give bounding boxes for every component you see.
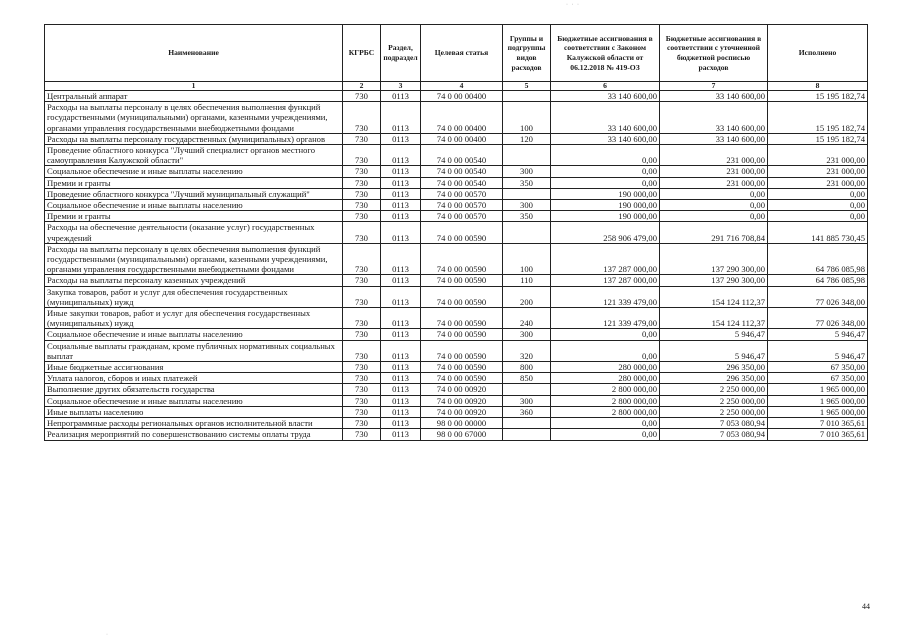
- row-zakon: 137 287 000,00: [551, 275, 660, 286]
- row-kgrbs: 730: [343, 188, 381, 199]
- row-name: Иные закупки товаров, работ и услуг для обеспечения государственных (муниципальных) нужд: [45, 308, 343, 329]
- row-kgrbs: 730: [343, 91, 381, 102]
- column-number-row: [45, 82, 868, 91]
- row-statya: 74 0 00 00570: [421, 200, 503, 211]
- row-ispolneno: 0,00: [768, 211, 868, 222]
- row-name: Уплата налогов, сборов и иных платежей: [45, 373, 343, 384]
- row-vid: 300: [503, 329, 551, 340]
- row-kgrbs: 730: [343, 406, 381, 417]
- table-row: [45, 102, 868, 134]
- table-row: [45, 145, 868, 166]
- row-ispolneno: 1 965 000,00: [768, 395, 868, 406]
- row-vid: 110: [503, 275, 551, 286]
- row-razdel: 0113: [381, 211, 421, 222]
- table-row: [45, 329, 868, 340]
- row-rospis: 231 000,00: [660, 177, 768, 188]
- budget-table: [44, 24, 868, 441]
- row-name: Расходы на выплаты персоналу государственных (муниципальных) органов: [45, 133, 343, 144]
- header-ispolneno: Исполнено: [768, 25, 868, 82]
- row-ispolneno: 64 786 085,98: [768, 275, 868, 286]
- row-ispolneno: 67 350,00: [768, 362, 868, 373]
- row-kgrbs: 730: [343, 373, 381, 384]
- row-kgrbs: 730: [343, 429, 381, 440]
- row-kgrbs: 730: [343, 133, 381, 144]
- row-razdel: 0113: [381, 329, 421, 340]
- row-zakon: 121 339 479,00: [551, 308, 660, 329]
- row-name: Реализация мероприятий по совершенствованию системы оплаты труда: [45, 429, 343, 440]
- row-rospis: 5 946,47: [660, 329, 768, 340]
- row-zakon: 2 800 000,00: [551, 384, 660, 395]
- row-rospis: 33 140 600,00: [660, 133, 768, 144]
- row-razdel: 0113: [381, 406, 421, 417]
- row-name: Расходы на обеспечение деятельности (оказание услуг) государственных учреждений: [45, 222, 343, 243]
- row-statya: 74 0 00 00920: [421, 406, 503, 417]
- row-vid: 300: [503, 395, 551, 406]
- row-razdel: 0113: [381, 418, 421, 429]
- table-body: [45, 91, 868, 441]
- row-rospis: 7 053 080,94: [660, 429, 768, 440]
- header-statya: Целевая статья: [421, 25, 503, 82]
- table-row: [45, 243, 868, 275]
- row-statya: 74 0 00 00540: [421, 166, 503, 177]
- column-number: 2: [343, 82, 381, 91]
- row-zakon: 137 287 000,00: [551, 243, 660, 275]
- row-zakon: 33 140 600,00: [551, 102, 660, 134]
- table-row: [45, 340, 868, 361]
- row-name: Социальное обеспечение и иные выплаты населению: [45, 329, 343, 340]
- row-vid: 320: [503, 340, 551, 361]
- table-row: [45, 362, 868, 373]
- row-ispolneno: 15 195 182,74: [768, 133, 868, 144]
- page-number: 44: [862, 602, 870, 611]
- row-ispolneno: 67 350,00: [768, 373, 868, 384]
- row-statya: 74 0 00 00920: [421, 395, 503, 406]
- row-name: Иные бюджетные ассигнования: [45, 362, 343, 373]
- row-kgrbs: 730: [343, 340, 381, 361]
- table-row: [45, 275, 868, 286]
- row-razdel: 0113: [381, 188, 421, 199]
- column-number: 6: [551, 82, 660, 91]
- row-ispolneno: 231 000,00: [768, 145, 868, 166]
- row-statya: 74 0 00 00590: [421, 373, 503, 384]
- header-row: [45, 25, 868, 82]
- row-vid: [503, 91, 551, 102]
- row-zakon: 2 800 000,00: [551, 395, 660, 406]
- row-razdel: 0113: [381, 145, 421, 166]
- row-rospis: 2 250 000,00: [660, 406, 768, 417]
- row-razdel: 0113: [381, 340, 421, 361]
- table-row: [45, 406, 868, 417]
- row-statya: 74 0 00 00400: [421, 102, 503, 134]
- column-number: 8: [768, 82, 868, 91]
- row-rospis: 231 000,00: [660, 145, 768, 166]
- table-row: [45, 395, 868, 406]
- row-rospis: 0,00: [660, 211, 768, 222]
- row-zakon: 0,00: [551, 340, 660, 361]
- row-zakon: 258 906 479,00: [551, 222, 660, 243]
- column-number: 4: [421, 82, 503, 91]
- header-razdel: Раздел, подраздел: [381, 25, 421, 82]
- row-vid: 300: [503, 200, 551, 211]
- row-rospis: 154 124 112,37: [660, 308, 768, 329]
- row-vid: [503, 429, 551, 440]
- row-statya: 74 0 00 00590: [421, 340, 503, 361]
- column-number: 3: [381, 82, 421, 91]
- header-kgrbs: КГРБС: [343, 25, 381, 82]
- row-name: Социальные выплаты гражданам, кроме публичных нормативных социальных выплат: [45, 340, 343, 361]
- row-name: Расходы на выплаты персоналу казенных учреждений: [45, 275, 343, 286]
- row-vid: 800: [503, 362, 551, 373]
- row-rospis: 0,00: [660, 200, 768, 211]
- table-row: [45, 429, 868, 440]
- row-statya: 74 0 00 00400: [421, 133, 503, 144]
- row-ispolneno: 5 946,47: [768, 329, 868, 340]
- row-vid: 120: [503, 133, 551, 144]
- row-statya: 74 0 00 00590: [421, 308, 503, 329]
- row-kgrbs: 730: [343, 275, 381, 286]
- row-ispolneno: 15 195 182,74: [768, 102, 868, 134]
- table-row: [45, 200, 868, 211]
- row-zakon: 2 800 000,00: [551, 406, 660, 417]
- row-zakon: 0,00: [551, 429, 660, 440]
- row-name: Центральный аппарат: [45, 91, 343, 102]
- table-row: [45, 418, 868, 429]
- row-name: Выполнение других обязательств государства: [45, 384, 343, 395]
- row-vid: [503, 145, 551, 166]
- row-zakon: 280 000,00: [551, 373, 660, 384]
- row-ispolneno: 7 010 365,61: [768, 429, 868, 440]
- row-razdel: 0113: [381, 286, 421, 307]
- row-kgrbs: 730: [343, 166, 381, 177]
- table-row: [45, 308, 868, 329]
- row-vid: 240: [503, 308, 551, 329]
- row-vid: 100: [503, 243, 551, 275]
- table-row: [45, 373, 868, 384]
- row-ispolneno: 141 885 730,45: [768, 222, 868, 243]
- row-kgrbs: 730: [343, 286, 381, 307]
- row-razdel: 0113: [381, 395, 421, 406]
- row-razdel: 0113: [381, 133, 421, 144]
- row-rospis: 291 716 708,84: [660, 222, 768, 243]
- row-rospis: 33 140 600,00: [660, 91, 768, 102]
- row-kgrbs: 730: [343, 308, 381, 329]
- row-zakon: 0,00: [551, 177, 660, 188]
- row-vid: 850: [503, 373, 551, 384]
- bottom-scan-dots: ·: [106, 632, 108, 638]
- table-row: [45, 188, 868, 199]
- row-statya: 98 0 00 67000: [421, 429, 503, 440]
- row-zakon: 190 000,00: [551, 188, 660, 199]
- row-name: Проведение областного конкурса "Лучший муниципальный служащий": [45, 188, 343, 199]
- row-kgrbs: 730: [343, 222, 381, 243]
- row-kgrbs: 730: [343, 177, 381, 188]
- table-row: [45, 222, 868, 243]
- row-name: Расходы на выплаты персоналу в целях обеспечения выполнения функций государственными (муниципальными) органами, казенными учреждениями, органами управления государственными внебюджетными фондами: [45, 102, 343, 134]
- table-row: [45, 133, 868, 144]
- row-zakon: 0,00: [551, 329, 660, 340]
- column-number: 1: [45, 82, 343, 91]
- row-vid: 200: [503, 286, 551, 307]
- row-ispolneno: 1 965 000,00: [768, 406, 868, 417]
- row-kgrbs: 730: [343, 243, 381, 275]
- row-rospis: 137 290 300,00: [660, 275, 768, 286]
- top-scan-dots: · · ·: [566, 2, 580, 8]
- row-statya: 74 0 00 00540: [421, 177, 503, 188]
- row-zakon: 0,00: [551, 418, 660, 429]
- row-ispolneno: 0,00: [768, 200, 868, 211]
- row-rospis: 33 140 600,00: [660, 102, 768, 134]
- row-vid: [503, 418, 551, 429]
- row-name: Премии и гранты: [45, 211, 343, 222]
- row-name: Социальное обеспечение и иные выплаты населению: [45, 166, 343, 177]
- header-rospis: Бюджетные ассигнования в соответствии с уточненной бюджетной росписью расходов: [660, 25, 768, 82]
- row-statya: 74 0 00 00590: [421, 286, 503, 307]
- row-ispolneno: 231 000,00: [768, 177, 868, 188]
- row-rospis: 7 053 080,94: [660, 418, 768, 429]
- table-row: [45, 91, 868, 102]
- row-zakon: 190 000,00: [551, 211, 660, 222]
- budget-table-sheet: [44, 24, 867, 441]
- row-razdel: 0113: [381, 166, 421, 177]
- row-razdel: 0113: [381, 362, 421, 373]
- row-kgrbs: 730: [343, 200, 381, 211]
- row-razdel: 0113: [381, 243, 421, 275]
- row-vid: 360: [503, 406, 551, 417]
- row-vid: [503, 384, 551, 395]
- row-vid: [503, 188, 551, 199]
- header-zakon: Бюджетные ассигнования в соответствии с Законом Калужской области от 06.12.2018 № 419-ОЗ: [551, 25, 660, 82]
- row-name: Непрограммные расходы региональных органов исполнительной власти: [45, 418, 343, 429]
- row-rospis: 2 250 000,00: [660, 395, 768, 406]
- row-razdel: 0113: [381, 222, 421, 243]
- row-statya: 74 0 00 00540: [421, 145, 503, 166]
- row-rospis: 137 290 300,00: [660, 243, 768, 275]
- row-ispolneno: 7 010 365,61: [768, 418, 868, 429]
- row-kgrbs: 730: [343, 102, 381, 134]
- row-zakon: 0,00: [551, 166, 660, 177]
- row-zakon: 33 140 600,00: [551, 91, 660, 102]
- row-kgrbs: 730: [343, 418, 381, 429]
- row-zakon: 280 000,00: [551, 362, 660, 373]
- row-razdel: 0113: [381, 308, 421, 329]
- row-kgrbs: 730: [343, 329, 381, 340]
- row-name: Иные выплаты населению: [45, 406, 343, 417]
- column-number: 7: [660, 82, 768, 91]
- row-razdel: 0113: [381, 177, 421, 188]
- row-kgrbs: 730: [343, 395, 381, 406]
- table-row: [45, 286, 868, 307]
- row-vid: [503, 222, 551, 243]
- row-vid: 350: [503, 177, 551, 188]
- row-statya: 74 0 00 00590: [421, 243, 503, 275]
- row-kgrbs: 730: [343, 211, 381, 222]
- row-vid: 100: [503, 102, 551, 134]
- row-ispolneno: 5 946,47: [768, 340, 868, 361]
- row-name: Премии и гранты: [45, 177, 343, 188]
- row-rospis: 0,00: [660, 188, 768, 199]
- table-row: [45, 177, 868, 188]
- row-statya: 74 0 00 00590: [421, 329, 503, 340]
- row-rospis: 231 000,00: [660, 166, 768, 177]
- row-razdel: 0113: [381, 275, 421, 286]
- row-statya: 74 0 00 00570: [421, 211, 503, 222]
- row-name: Социальное обеспечение и иные выплаты населению: [45, 200, 343, 211]
- row-name: Закупка товаров, работ и услуг для обеспечения государственных (муниципальных) нужд: [45, 286, 343, 307]
- row-name: Проведение областного конкурса "Лучший специалист органов местного самоуправления Калужской области": [45, 145, 343, 166]
- row-rospis: 2 250 000,00: [660, 384, 768, 395]
- row-ispolneno: 1 965 000,00: [768, 384, 868, 395]
- row-vid: 300: [503, 166, 551, 177]
- row-statya: 74 0 00 00570: [421, 188, 503, 199]
- row-name: Социальное обеспечение и иные выплаты населению: [45, 395, 343, 406]
- header-name: Наименование: [45, 25, 343, 82]
- row-rospis: 296 350,00: [660, 362, 768, 373]
- row-statya: 98 0 00 00000: [421, 418, 503, 429]
- row-kgrbs: 730: [343, 384, 381, 395]
- row-vid: 350: [503, 211, 551, 222]
- row-rospis: 5 946,47: [660, 340, 768, 361]
- row-kgrbs: 730: [343, 145, 381, 166]
- table-row: [45, 166, 868, 177]
- row-name: Расходы на выплаты персоналу в целях обеспечения выполнения функций государственными (муниципальными) органами, казенными учреждениями, органами управления государственными внебюджетными фондами: [45, 243, 343, 275]
- row-zakon: 121 339 479,00: [551, 286, 660, 307]
- row-razdel: 0113: [381, 384, 421, 395]
- row-razdel: 0113: [381, 102, 421, 134]
- table-row: [45, 211, 868, 222]
- row-zakon: 190 000,00: [551, 200, 660, 211]
- row-kgrbs: 730: [343, 362, 381, 373]
- row-ispolneno: 77 026 348,00: [768, 286, 868, 307]
- row-ispolneno: 0,00: [768, 188, 868, 199]
- row-statya: 74 0 00 00400: [421, 91, 503, 102]
- row-razdel: 0113: [381, 200, 421, 211]
- column-number: 5: [503, 82, 551, 91]
- row-statya: 74 0 00 00590: [421, 222, 503, 243]
- table-row: [45, 384, 868, 395]
- row-ispolneno: 77 026 348,00: [768, 308, 868, 329]
- row-razdel: 0113: [381, 429, 421, 440]
- row-razdel: 0113: [381, 373, 421, 384]
- header-vid: Группы и подгруппы видов расходов: [503, 25, 551, 82]
- row-zakon: 0,00: [551, 145, 660, 166]
- row-razdel: 0113: [381, 91, 421, 102]
- row-statya: 74 0 00 00590: [421, 362, 503, 373]
- row-rospis: 154 124 112,37: [660, 286, 768, 307]
- row-statya: 74 0 00 00590: [421, 275, 503, 286]
- row-statya: 74 0 00 00920: [421, 384, 503, 395]
- row-ispolneno: 64 786 085,98: [768, 243, 868, 275]
- row-ispolneno: 15 195 182,74: [768, 91, 868, 102]
- row-ispolneno: 231 000,00: [768, 166, 868, 177]
- row-rospis: 296 350,00: [660, 373, 768, 384]
- row-zakon: 33 140 600,00: [551, 133, 660, 144]
